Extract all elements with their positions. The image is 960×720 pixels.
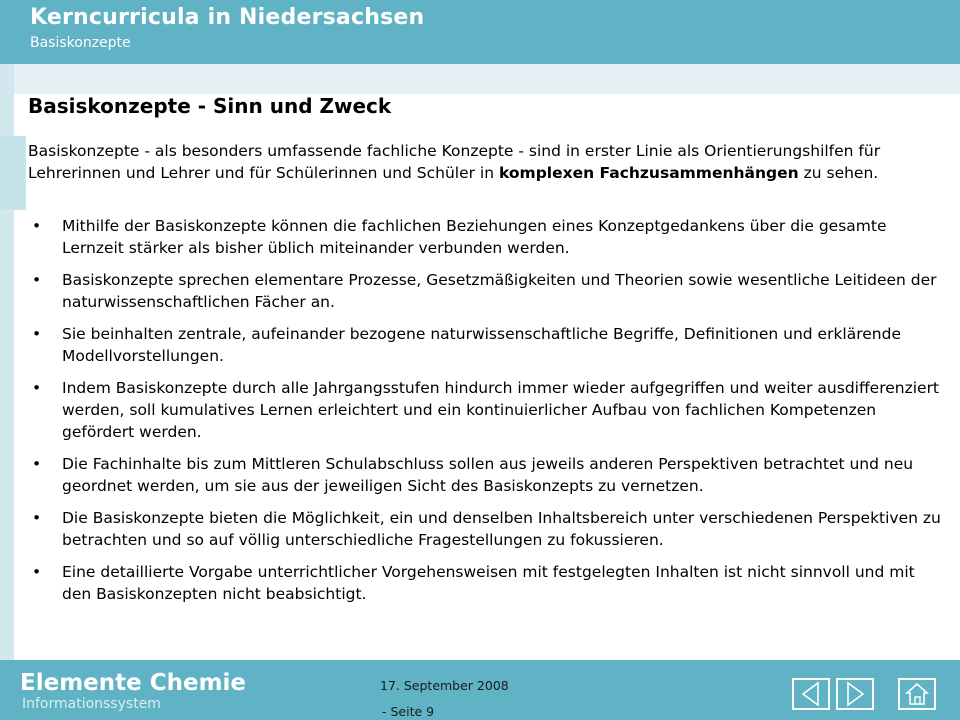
bullet-item (32, 561, 942, 605)
bullet-text: Sie beinhalten zentrale, aufeinander bezogene naturwissenschaftliche Begriffe, Definitionen und erklärende Modellvorstellungen. (62, 325, 902, 365)
intro-text-1: Basiskonzepte - als besonders umfassende fachliche Konzepte - sind in erster Linie als Orientierungshilfen für Lehrerinnen und Lehrer und für Schülerinnen und Schüler in (28, 142, 881, 182)
bullet-item (32, 377, 942, 443)
bullet-icon: • (32, 217, 42, 235)
bullet-text: Die Basiskonzepte bieten die Möglichkeit, ein und denselben Inhaltsbereich unter verschiedenen Perspektiven zu betrachten und so auf völlig unterschiedliche Fragestellungen zu fokussieren. (62, 509, 941, 549)
bullet-item (32, 269, 942, 313)
bullet-item (32, 507, 942, 551)
bullet-list (32, 215, 942, 615)
next-slide-button[interactable] (836, 678, 874, 710)
previous-page-icon (794, 680, 828, 708)
bullet-icon: • (32, 509, 42, 527)
previous-slide-button[interactable] (792, 678, 830, 710)
bullet-icon: • (32, 379, 42, 397)
bullet-text: Mithilfe der Basiskonzepte können die fachlichen Beziehungen eines Konzeptgedankens über die gesamte Lernzeit stärker als bisher üblich miteinander verbunden werden. (62, 217, 887, 257)
home-icon (900, 680, 934, 708)
slide-title: Basiskonzepte - Sinn und Zweck (28, 94, 392, 118)
header-subtitle: Basiskonzepte (30, 35, 131, 51)
bullet-text: Eine detaillierte Vorgabe unterrichtlicher Vorgehensweisen mit festgelegten Inhalten ist nicht sinnvoll und mit den Basiskonzepten nicht beabsichtigt. (62, 563, 915, 603)
bullet-icon: • (32, 455, 42, 473)
bullet-icon: • (32, 325, 42, 343)
next-page-icon (838, 680, 872, 708)
bullet-text: Basiskonzepte sprechen elementare Prozesse, Gesetzmäßigkeiten und Theorien sowie wesentliche Leitideen der naturwissenschaftlichen Fächer an. (62, 271, 937, 311)
footer-date: 17. September 2008 (380, 678, 509, 693)
bullet-item (32, 453, 942, 497)
left-accent-block (0, 136, 26, 210)
bullet-text: Indem Basiskonzepte durch alle Jahrgangsstufen hindurch immer wieder aufgegriffen und weiter ausdifferenziert werden, soll kumulatives Lernen erleichtert und ein kontinuierlicher Aufbau von fachlichen Kompetenzen gefördert werden. (62, 379, 940, 441)
bullet-item (32, 323, 942, 367)
footer-bar (0, 660, 960, 720)
bullet-text: Die Fachinhalte bis zum Mittleren Schulabschluss sollen aus jeweils anderen Perspektiven betrachtet und neu geordnet werden, um sie aus der jeweiligen Sicht des Basiskonzepts zu vernetzen. (62, 455, 914, 495)
header-title: Kerncurricula in Niedersachsen (30, 5, 425, 30)
intro-text-2: zu sehen. (798, 164, 879, 182)
bullet-icon: • (32, 271, 42, 289)
footer-brand: Elemente Chemie (20, 670, 247, 696)
footer-page-number: - Seite 9 (382, 704, 435, 719)
footer-brand-subtitle: Informationssystem (22, 696, 161, 712)
intro-paragraph (28, 140, 928, 184)
intro-bold-text: komplexen Fachzusammenhängen (499, 164, 799, 182)
header-bar (0, 0, 960, 64)
bullet-icon: • (32, 563, 42, 581)
header-stripe (0, 64, 960, 94)
bullet-item (32, 215, 942, 259)
home-button[interactable] (898, 678, 936, 710)
